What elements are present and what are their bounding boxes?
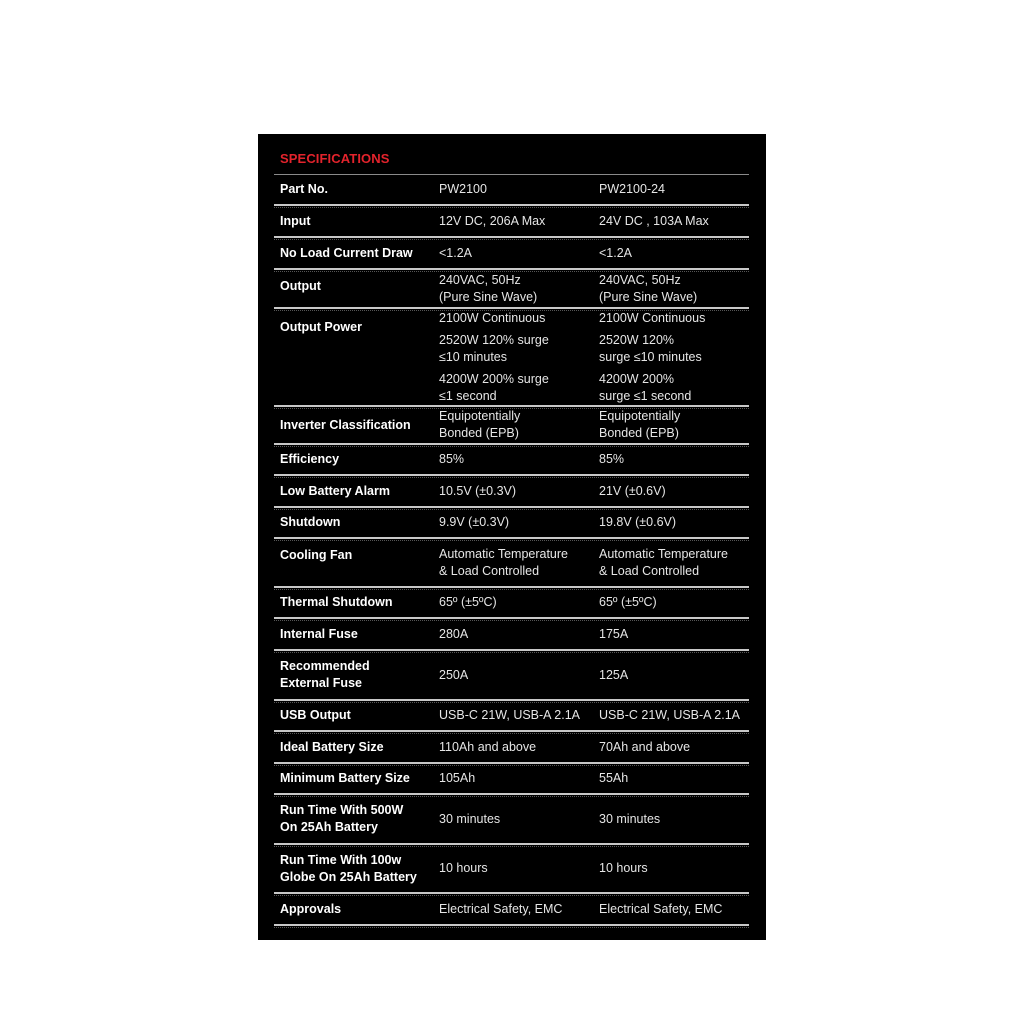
value-line: surge ≤1 second [599,388,692,403]
row-label: Efficiency [280,452,340,466]
pw2100-24-value: 70Ah and above [599,739,691,754]
table-row [274,539,749,588]
row-label [280,651,430,699]
specifications-heading: SPECIFICATIONS [280,151,390,166]
value-line: & Load Controlled [599,563,700,578]
pw2100-value [439,309,594,405]
pw2100-24-value [599,270,754,307]
value-line: Automatic Temperature [439,546,568,561]
pw2100-value: 10.5V (±0.3V) [439,483,517,498]
pw2100-24-value: 175A [599,626,629,641]
pw2100-24-value: 30 minutes [599,811,661,826]
pw2100-value [439,539,594,586]
row-label [280,845,430,892]
value-line: Equipotentially [439,409,521,423]
row-label: Output Power [280,320,362,334]
row-label: Input [280,213,311,228]
pw2100-24-value [599,407,754,443]
pw2100-value: <1.2A [439,245,473,260]
value-line: Equipotentially [599,409,681,423]
table-row [274,309,749,407]
row-label: Minimum Battery Size [280,771,410,785]
pw2100-24-value: 85% [599,452,625,466]
table-row [274,764,749,795]
pw2100-value: 30 minutes [439,811,501,826]
row-label: Cooling Fan [280,548,353,562]
label-line: External Fuse [280,676,362,690]
value-line: 2100W Continuous [439,310,546,325]
pw2100-value: 110Ah and above [439,739,537,754]
table-row [274,619,749,651]
label-line: Recommended [280,659,370,673]
row-label: Shutdown [280,515,341,529]
label-line: Globe On 25Ah Battery [280,869,417,884]
row-label: Output [280,279,321,293]
row-label: Internal Fuse [280,626,358,641]
table-header-row [274,175,749,206]
table-row [274,701,749,732]
row-label: Thermal Shutdown [280,595,393,609]
spec-table [274,175,749,926]
pw2100-value: 105Ah [439,771,476,785]
pw2100-value [439,270,594,307]
pw2100-24-value: Electrical Safety, EMC [599,901,723,916]
value-line: 240VAC, 50Hz [599,272,681,287]
table-row [274,894,749,926]
pw2100-value: 10 hours [439,861,488,875]
pw2100-24-value: USB-C 21W, USB-A 2.1A [599,708,741,722]
label-line: Run Time With 100w [280,852,402,867]
label-line: Run Time With 500W [280,803,404,817]
pw2100-value: 85% [439,452,465,466]
value-line: 2100W Continuous [599,310,706,325]
row-label: Approvals [280,901,342,916]
table-row [274,795,749,845]
pw2100-24-value [599,309,754,405]
table-row [274,588,749,619]
value-line: 4200W 200% surge [439,371,549,386]
pw2100-value: 280A [439,626,469,641]
table-row [274,238,749,270]
row-label: USB Output [280,708,351,722]
column-header-label: Part No. [280,182,328,196]
row-label: No Load Current Draw [280,245,413,260]
pw2100-value: 12V DC, 206A Max [439,213,546,228]
pw2100-24-value [599,539,754,586]
pw2100-24-value: 19.8V (±0.6V) [599,515,677,529]
table-row [274,445,749,476]
label-line: On 25Ah Battery [280,820,378,834]
table-row [274,206,749,238]
table-row [274,651,749,701]
row-label [280,795,430,843]
row-label: Inverter Classification [280,417,411,432]
pw2100-value: Electrical Safety, EMC [439,901,563,916]
value-line: 240VAC, 50Hz [439,272,521,287]
value-line: surge ≤10 minutes [599,349,702,364]
pw2100-24-value: <1.2A [599,245,633,260]
pw2100-24-value: 21V (±0.6V) [599,483,666,498]
value-line: (Pure Sine Wave) [599,289,698,304]
value-line: Bonded (EPB) [599,426,679,440]
value-line: Bonded (EPB) [439,426,519,440]
column-header-pw2100: PW2100 [439,182,487,196]
pw2100-24-value: 10 hours [599,861,648,875]
table-row [274,407,749,445]
row-label: Low Battery Alarm [280,483,390,498]
pw2100-value: 65º (±5ºC) [439,595,497,609]
pw2100-24-value: 125A [599,667,629,682]
row-label: Ideal Battery Size [280,739,384,754]
value-line: & Load Controlled [439,563,540,578]
pw2100-value: 9.9V (±0.3V) [439,515,510,529]
pw2100-value: USB-C 21W, USB-A 2.1A [439,708,581,722]
pw2100-value: 250A [439,667,469,682]
pw2100-24-value: 55Ah [599,771,629,785]
value-line: ≤1 second [439,388,497,403]
value-line: (Pure Sine Wave) [439,289,538,304]
table-row [274,732,749,764]
column-header-pw2100-24: PW2100-24 [599,182,666,196]
table-row [274,476,749,508]
table-row [274,508,749,539]
table-row [274,270,749,309]
pw2100-24-value: 65º (±5ºC) [599,595,657,609]
value-line: 2520W 120% [599,332,675,347]
specifications-panel [258,134,766,940]
value-line: Automatic Temperature [599,546,728,561]
value-line: 4200W 200% [599,371,675,386]
table-row [274,845,749,894]
value-line: ≤10 minutes [439,349,508,364]
pw2100-value [439,407,594,443]
value-line: 2520W 120% surge [439,332,549,347]
pw2100-24-value: 24V DC , 103A Max [599,213,709,228]
